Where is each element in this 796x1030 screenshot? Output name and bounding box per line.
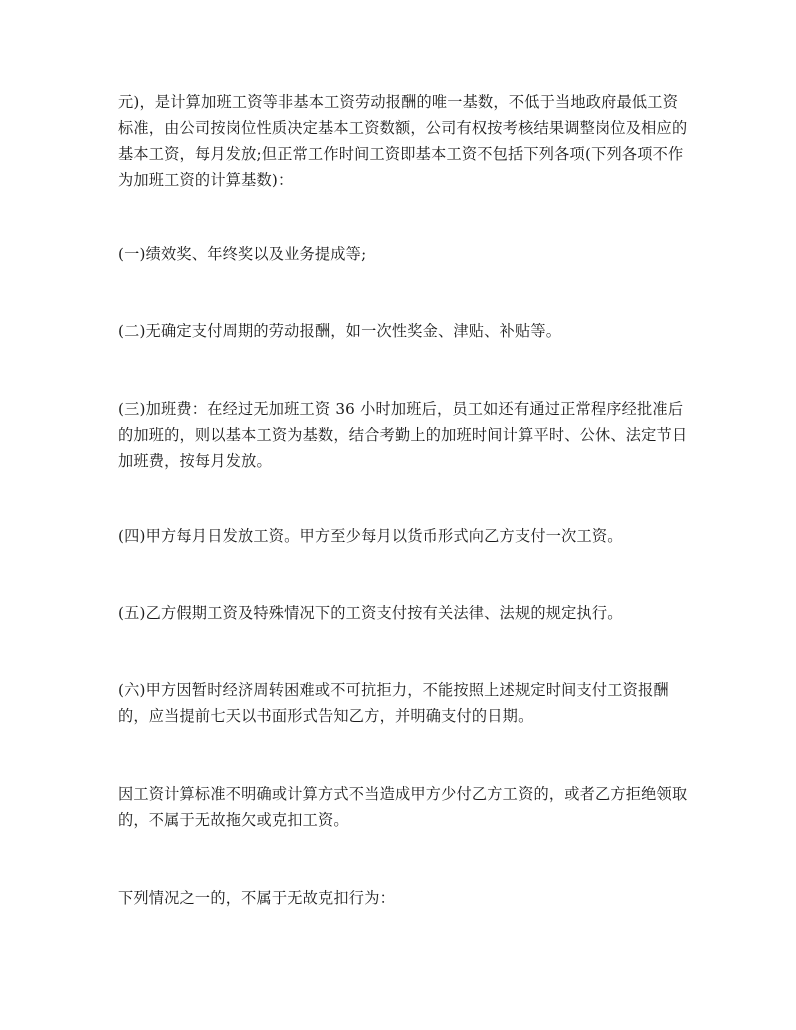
paragraph-item-3: (三)加班费：在经过无加班工资 36 小时加班后，员工如还有通过正常程序经批准后的加班的，则以基本工资为基数，结合考勤上的加班时间计算平时、公休、法定节日加班费，按每月发放。 bbox=[118, 400, 688, 470]
paragraph-item-6: (六)甲方因暂时经济周转困难或不可抗拒力，不能按照上述规定时间支付工资报酬的，应当提前七天以书面形式告知乙方，并明确支付的日期。 bbox=[118, 681, 669, 725]
paragraph-item-5: (五)乙方假期工资及特殊情况下的工资支付按有关法律、法规的规定执行。 bbox=[118, 604, 623, 622]
paragraph-item-4: (四)甲方每月日发放工资。甲方至少每月以货币形式向乙方支付一次工资。 bbox=[118, 527, 623, 545]
paragraph-wage-dispute: 因工资计算标准不明确或计算方式不当造成甲方少付乙方工资的，或者乙方拒绝领取的，不属于无故拖欠或克扣工资。 bbox=[118, 785, 688, 829]
paragraph-item-2: (二)无确定支付周期的劳动报酬，如一次性奖金、津贴、补贴等。 bbox=[118, 322, 562, 340]
paragraph-deduction-heading: 下列情况之一的，不属于无故克扣行为： bbox=[118, 889, 395, 907]
paragraph-item-1: (一)绩效奖、年终奖以及业务提成等; bbox=[118, 245, 367, 263]
paragraph-basic-wage: 元)，是计算加班工资等非基本工资劳动报酬的唯一基数，不低于当地政府最低工资标准，由公司按岗位性质决定基本工资数额，公司有权按考核结果调整岗位及相应的基本工资，每月发放;但正常工作时间工资即基本工资不包括下列各项(下列各项不作为加班工资的计算基数)： bbox=[118, 93, 688, 189]
